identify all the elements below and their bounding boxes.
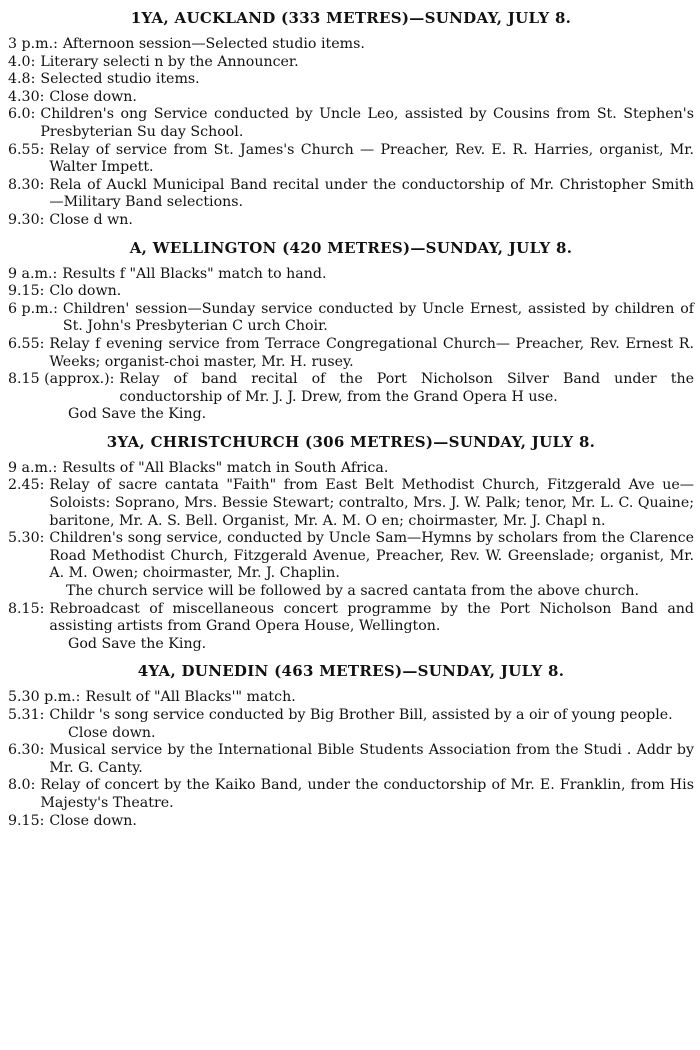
entry-time: 5.31:: [8, 707, 45, 723]
entry-text: Relay of band recital of the Port Nicholson Silver Band under the conductorship of Mr. J. J. Drew, from the Grand Opera H use.: [119, 371, 694, 405]
entry-text: Results of "All Blacks" match in South Africa.: [62, 459, 389, 476]
entry-time: 9 a.m.:: [8, 265, 58, 282]
program-entry: [8, 212, 694, 230]
program-entry: [8, 477, 694, 530]
entry-time: 2.45:: [8, 477, 45, 494]
entry-time: 6.55:: [8, 141, 45, 158]
entry-time: 8.15:: [8, 600, 45, 617]
closing-line: God Save the King.: [68, 635, 207, 652]
entry-text: Relay of concert by the Kaiko Band, under the conductorship of Mr. E. Franklin, from His Majesty's Theatre.: [40, 777, 694, 811]
entry-text: Children's ong Service conducted by Uncle Leo, assisted by Cousins from St. Stephen's Presbyterian Su day School.: [40, 106, 694, 140]
entry-time: 4.8:: [8, 71, 36, 88]
section-christchurch: [8, 424, 694, 654]
program-entry: [8, 106, 694, 141]
entry-time: 3 p.m.:: [8, 36, 58, 52]
entry-text: Children' session—Sunday service conducted by Uncle Ernest, assisted by children of St. John's Presbyterian C urch Choir.: [62, 300, 694, 335]
entry-text: Children's song service, conducted by Uncle Sam—Hymns by scholars from the Clarence Road Methodist Church, Fitzgerald Avenue, Preacher, Rev. W. Greenslade; organist, Mr. A. M. Owen; choirmaster, Mr. J. Chaplin.: [49, 530, 694, 582]
program-entry: [8, 707, 694, 725]
entry-text: Relay of service from St. James's Church — Preacher, Rev. E. R. Harries, organist, Mr. Walter Impett.: [49, 141, 694, 176]
program-entry: [8, 54, 694, 72]
program-entry: [8, 813, 694, 831]
program-entry: [8, 777, 694, 812]
entry-text: Clo down.: [49, 283, 122, 300]
program-entry: [8, 283, 694, 301]
program-entry: [8, 601, 694, 636]
entry-time: 6.0:: [8, 106, 36, 123]
station-heading: 3YA, CHRISTCHURCH (306 METRES)—SUNDAY, JULY 8.: [106, 432, 596, 451]
program-entry: [8, 530, 694, 583]
closing-line: Close down.: [68, 724, 156, 741]
entry-text: Result of "All Blacks'" match.: [85, 689, 296, 706]
entry-time: 9.30:: [8, 211, 45, 228]
program-entry: [8, 301, 694, 336]
program-note: The church service will be followed by a sacred cantata from the above church.: [66, 583, 640, 600]
entry-text: Literary selecti n by the Announcer.: [40, 53, 299, 70]
entry-time: 8.0:: [8, 777, 36, 794]
program-entry: [8, 142, 694, 177]
entry-time: 6.55:: [8, 335, 45, 352]
section-wellington: [8, 230, 694, 424]
program-entry: [8, 71, 694, 89]
program-entry: [8, 266, 694, 284]
entry-time: 8.30:: [8, 176, 45, 193]
program-entry: [8, 336, 694, 371]
station-heading: A, WELLINGTON (420 METRES)—SUNDAY, JULY 8.: [129, 238, 573, 257]
entry-text: Musical service by the International Bible Students Association from the Studi . Addr by Mr. G. Canty.: [49, 742, 694, 776]
entry-time: 9.15:: [8, 283, 45, 300]
entry-text: Results f "All Blacks" match to hand.: [62, 265, 327, 282]
entry-time: 5.30 p.m.:: [8, 689, 81, 706]
program-entry: [8, 177, 694, 212]
entry-text: Close down.: [49, 88, 137, 105]
station-heading: 4YA, DUNEDIN (463 METRES)—SUNDAY, JULY 8.: [137, 662, 565, 681]
entry-time: 6.30:: [8, 742, 45, 759]
entry-time: 9 a.m.:: [8, 459, 58, 476]
program-entry: [8, 89, 694, 107]
entry-text: Relay f evening service from Terrace Congregational Church— Preacher, Rev. Ernest R. Weeks; organist-choi master, Mr. H. rusey.: [49, 335, 694, 370]
entry-time: 4.0:: [8, 53, 36, 70]
entry-time: 9.15:: [8, 812, 45, 829]
program-entry: [8, 371, 694, 406]
section-dunedin: [8, 653, 694, 830]
entry-text: Close down.: [49, 812, 137, 829]
program-entry: [8, 742, 694, 777]
entry-time: 5.30:: [8, 530, 45, 547]
entry-text: Relay of sacre cantata "Faith" from East Belt Methodist Church, Fitzgerald Ave ue—Soloists: Soprano, Mrs. Bessie Stewart; contralto, Mrs. J. W. Palk; tenor, Mr. L. C. Quaine; baritone, Mr. A. S. Bell. Organist, Mr. A. M. O en; choirmaster, Mr. J. Chapl n.: [49, 477, 694, 529]
entry-text: Afternoon session—Selected studio items.: [62, 36, 365, 52]
entry-text: Rebroadcast of miscellaneous concert programme by the Port Nicholson Band and assisting artists from Grand Opera House, Wellington.: [49, 600, 694, 635]
station-heading: 1YA, AUCKLAND (333 METRES)—SUNDAY, JULY 8.: [130, 9, 572, 27]
closing-line: God Save the King.: [68, 406, 207, 423]
section-auckland: [8, 0, 694, 230]
program-entry: [8, 460, 694, 478]
entry-time: 6 p.m.:: [8, 300, 58, 317]
entry-text: Rela of Auckl Municipal Band recital under the conductorship of Mr. Christopher Smith—Military Band selections.: [49, 176, 694, 211]
program-entry: [8, 36, 694, 54]
entry-time: 4.30:: [8, 88, 45, 105]
program-entry: [8, 689, 694, 707]
entry-text: Selected studio items.: [40, 71, 200, 88]
entry-time: 8.15 (approx.):: [8, 371, 115, 388]
entry-text: Childr 's song service conducted by Big Brother Bill, assisted by a oir of young people.: [49, 707, 673, 723]
entry-text: Close d wn.: [49, 211, 133, 228]
